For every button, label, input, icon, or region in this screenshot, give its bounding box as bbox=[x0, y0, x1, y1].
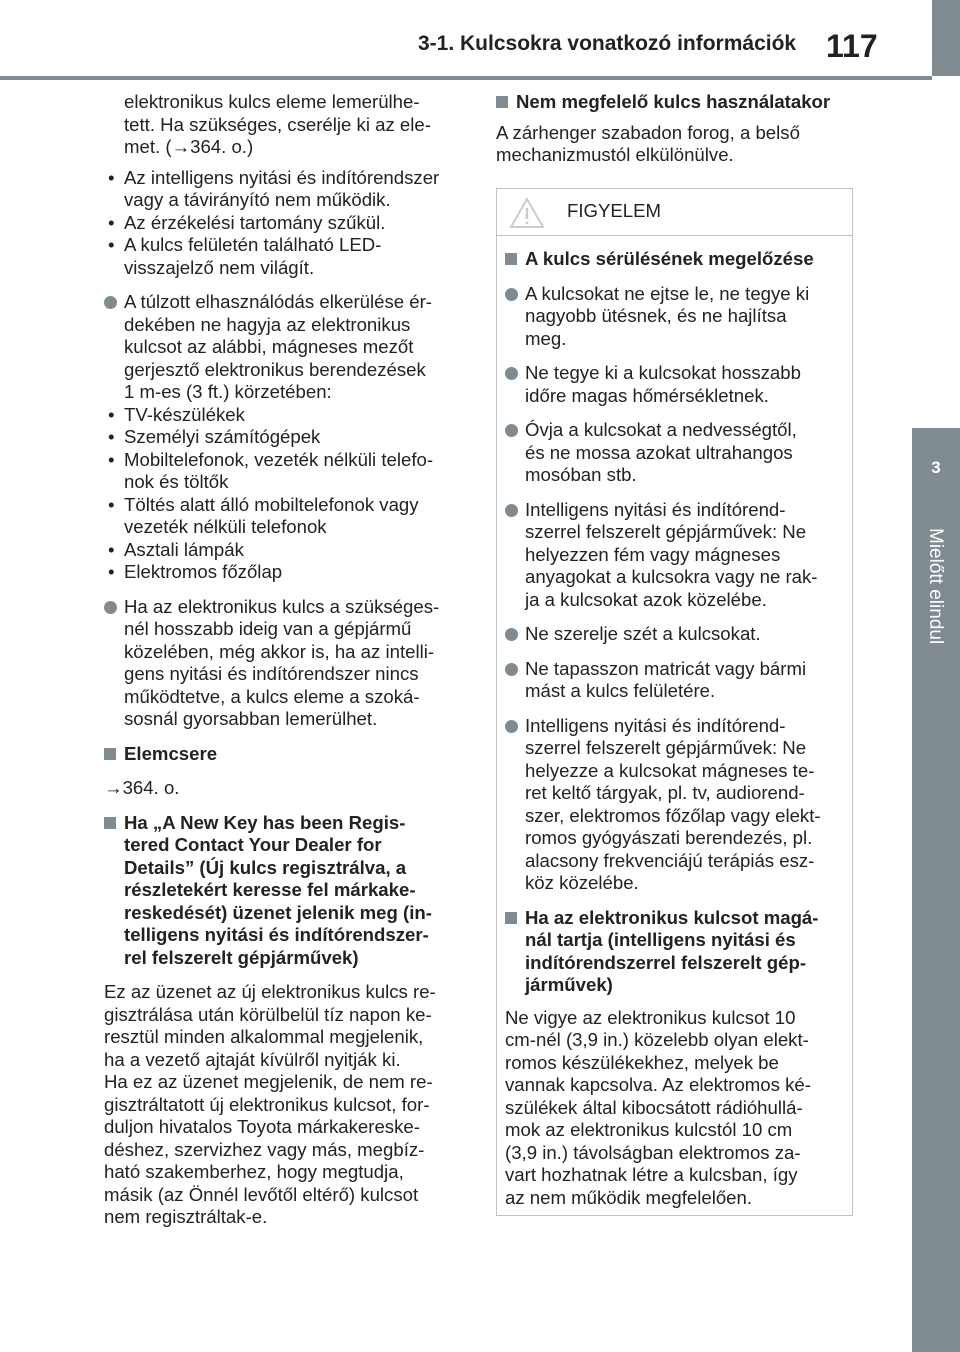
bullet-dot-icon bbox=[505, 288, 518, 301]
heading-square-icon bbox=[496, 96, 508, 108]
bullet-list-a bbox=[104, 167, 476, 280]
warning-box bbox=[496, 188, 853, 1216]
section-title: 3-1. Kulcsokra vonatkozó információk bbox=[418, 32, 797, 55]
bullet-dot-icon bbox=[505, 720, 518, 733]
wrong-key-paragraph: A zárhenger szabadon forog, a belső mechanizmustól elkülönülve. bbox=[496, 121, 800, 165]
heading-new-key: Ha „A New Key has been Regis- tered Contact Your Dealer for Details” (Új kulcs regisztrálva, a részletekért keresse fel márkake- reskedését) üzenet jelenik meg (in- telligens nyitási és indítórendszer- rel felszerelt gépjárművek) bbox=[104, 812, 476, 970]
warning-dot-item: Ne szerelje szét a kulcsokat. bbox=[505, 623, 842, 646]
header-rule bbox=[0, 76, 932, 80]
warning-dot-item: Óvja a kulcsokat a nedvességtől, és ne mossa azokat ultrahangos mosóban stb. bbox=[505, 419, 842, 487]
bullet-dot-icon bbox=[505, 663, 518, 676]
warning-dot-item: A kulcsokat ne ejtse le, ne tegye ki nagyobb ütésnek, és ne hajlítsa meg. bbox=[505, 283, 842, 351]
list-item: • TV-készülékek bbox=[104, 404, 476, 427]
bullet-list-b bbox=[104, 404, 476, 584]
bullet-dot-icon bbox=[104, 296, 117, 309]
warning-dot-item: Intelligens nyitási és indítórend- szerrel felszerelt gépjárművek: Ne helyezze a kulcsokat mágneses te- ret keltő tárgyak, pl. tv, audiorend- szer, elektromos főzőlap vagy elekt- romos gyógyászati berendezés, pl. alacsony frekvenciájú terápiás esz- köz közelébe. bbox=[505, 715, 842, 895]
bullet-dot-icon bbox=[505, 504, 518, 517]
heading-square-icon bbox=[104, 748, 116, 760]
side-tab-top bbox=[932, 0, 960, 76]
warning-box-header bbox=[497, 189, 852, 236]
list-item: • Mobiltelefonok, vezeték nélküli telefo- nok és töltők bbox=[104, 449, 476, 494]
warning-body bbox=[497, 248, 852, 1209]
heading-carry-key: Ha az elektronikus kulcsot magá- nál tartja (intelligens nyitási és indítórendszerrel felszerelt gép- járművek) bbox=[505, 907, 842, 997]
intro-paragraph: elektronikus kulcs eleme lemerülhe- tett. Ha szükséges, cserélje ki az ele- met. (→364. o.) bbox=[124, 91, 431, 157]
warning-dot-item: Intelligens nyitási és indítórend- szerrel felszerelt gépjárművek: Ne helyezzen fém vagy mágneses anyagokat a kulcsokra vagy ne rak- ja a kulcsokat azok közelébe. bbox=[505, 499, 842, 612]
heading-elemcsere: Elemcsere bbox=[104, 743, 476, 766]
heading-square-icon bbox=[104, 817, 116, 829]
chapter-number: 3 bbox=[931, 458, 941, 477]
left-column bbox=[104, 91, 476, 1229]
warning-dot-item: Ne tegye ki a kulcsokat hosszabb időre magas hőmérsékletnek. bbox=[505, 362, 842, 407]
page-number: 117 bbox=[826, 28, 878, 64]
bullet-dot-icon bbox=[505, 424, 518, 437]
bullet-dot-icon bbox=[505, 367, 518, 380]
new-key-paragraph: Ez az üzenet az új elektronikus kulcs re- gisztrálása után körülbelül tíz napon ke- resztül minden alkalommal megjelenik, ha a vezető ajtaját kívülről nyitják ki. Ha ez az üzenet megjelenik, de nem re- gisztráltatott új elektronikus kulcsot, for- duljon hivatalos Toyota márkakereske- déshez, szervizhez vagy más, megbíz- ható szakemberhez, hogy megtudja, másik (az Önnél levőtől eltérő) kulcsot nem regisztráltak-e. bbox=[104, 981, 436, 1227]
list-item: • Az intelligens nyitási és indítórendszer vagy a távirányító nem működik. bbox=[104, 167, 476, 212]
list-item: • Elektromos főzőlap bbox=[104, 561, 476, 584]
carry-key-paragraph: Ne vigye az elektronikus kulcsot 10 cm-nél (3,9 in.) közelebb olyan elekt- romos készülékekhez, melyek be vannak kapcsolva. Az elektromos ké- szülékek által kibocsátott rádióhullá- mok az elektronikus kulcstól 10 cm (3,9 in.) távolságban elektromos za- vart hozhatnak létre a kulcsban, így az nem működik megfelelően. bbox=[505, 1006, 811, 1208]
chapter-label: Mielőtt elindul bbox=[925, 528, 946, 645]
bullet-dot-icon bbox=[505, 628, 518, 641]
heading-wrong-key: Nem megfelelő kulcs használatakor bbox=[496, 91, 856, 114]
elemcsere-reference[interactable]: →364. o. bbox=[104, 777, 180, 798]
right-column bbox=[496, 91, 856, 167]
heading-square-icon bbox=[505, 912, 517, 924]
dot-item-battery: Ha az elektronikus kulcs a szükséges- nél hosszabb ideig van a gépjármű közelében, még akkor is, ha az intelli- gens nyitási és indítórendszer nincs működtetve, a kulcs eleme a szoká- sosnál gyorsabban lemerülhet. bbox=[104, 596, 476, 731]
list-item: • Asztali lámpák bbox=[104, 539, 476, 562]
heading-key-damage: A kulcs sérülésének megelőzése bbox=[505, 248, 842, 271]
list-item: • Az érzékelési tartomány szűkül. bbox=[104, 212, 476, 235]
warning-dot-item: Ne tapasszon matricát vagy bármi mást a kulcs felületére. bbox=[505, 658, 842, 703]
chapter-tab bbox=[912, 428, 960, 1352]
list-item: • Töltés alatt álló mobiltelefonok vagy vezeték nélküli telefonok bbox=[104, 494, 476, 539]
list-item: • A kulcs felületén található LED- visszajelző nem világít. bbox=[104, 234, 476, 279]
dot-item-wear: A túlzott elhasználódás elkerülése ér- dekében ne hagyja az elektronikus kulcsot az alábbi, mágneses mezőt gerjesztő elektronikus berendezések 1 m-es (3 ft.) körzetében: bbox=[104, 291, 476, 404]
heading-square-icon bbox=[505, 253, 517, 265]
warning-title: FIGYELEM bbox=[567, 200, 662, 221]
list-item: • Személyi számítógépek bbox=[104, 426, 476, 449]
warning-triangle-icon bbox=[509, 197, 545, 229]
bullet-dot-icon bbox=[104, 601, 117, 614]
